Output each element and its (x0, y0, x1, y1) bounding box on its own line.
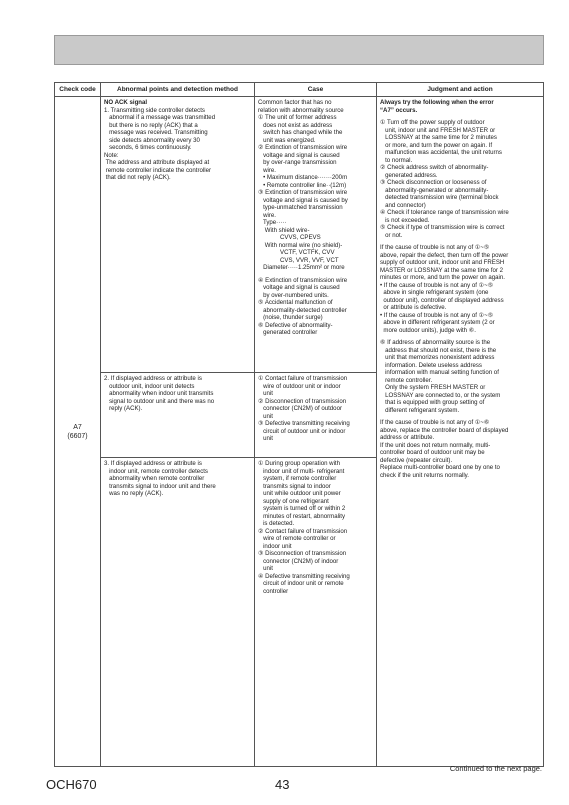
text-line: different refrigerant system. (380, 406, 460, 414)
text-line: remote controller indicate the controller (104, 166, 212, 174)
header-case: Case (255, 83, 377, 97)
text-line: message was received. Transmitting (104, 129, 208, 136)
text-line: system, if remote controller (258, 475, 337, 482)
text-line: defective (repeater circuit). (380, 456, 453, 464)
text-line: supply of outdoor unit, indoor unit and FRESH (380, 259, 505, 266)
text-line: indoor unit of multi- refrigerant (258, 467, 345, 475)
text-line: unit (258, 435, 273, 442)
text-line: ① Turn off the power supply of outdoor (380, 119, 485, 126)
text-line: outdoor unit, indoor unit detects (104, 382, 195, 390)
abnormal-lines-2 (104, 375, 251, 413)
text-line: ④ Check if tolerance range of transmission wire (380, 209, 509, 216)
text-line: circuit of indoor unit or remote (258, 580, 344, 587)
page-number: 43 (275, 777, 290, 792)
text-line: indoor unit (258, 542, 292, 550)
error-table (54, 82, 544, 767)
text-line: above in different refrigerant system (2 or (380, 319, 495, 326)
table-row (55, 97, 544, 373)
text-line: wire of outdoor unit or indoor (258, 382, 341, 390)
text-line: abnormality-generated or abnormality- (380, 186, 489, 194)
judgment-lines (380, 114, 540, 479)
text-line: system is turned off or within 2 (258, 505, 346, 512)
case-lines-1 (258, 99, 373, 337)
text-line: ⑥ Defective of abnormality- (258, 321, 333, 329)
text-line: • If the cause of trouble is not any of ①~⑤ (380, 281, 494, 289)
text-line: Common factor that has no (258, 99, 332, 106)
text-line: • Maximum distance·······200m (258, 174, 348, 181)
text-line: 1. Transmitting side controller detects (104, 106, 205, 114)
abnormal-lines-1 (104, 107, 251, 182)
text-line: that did not reply (ACK). (104, 174, 171, 181)
text-line: 3. If displayed address or attribute is (104, 460, 202, 467)
header-band (54, 35, 544, 65)
text-line: reply (ACK). (104, 405, 143, 412)
text-line: • Remote controller line··(12m) (258, 181, 347, 189)
text-line: controller board of outdoor unit may be (380, 449, 485, 456)
judgment-title (380, 99, 540, 114)
check-code-cell (55, 97, 101, 767)
text-line: by over-range transmission (258, 159, 337, 166)
text-line: connector (CN2M) of outdoor (258, 405, 342, 412)
text-line: voltage and signal is caused (258, 284, 340, 291)
text-line: detected transmission wire (terminal block (380, 194, 499, 201)
text-line: or not. (380, 231, 403, 239)
text-line: unit, indoor unit and FRESH MASTER or (380, 126, 496, 134)
text-line: above, repair the defect, then turn off the power (380, 251, 509, 259)
text-line: or attribute is defective. (380, 304, 447, 311)
text-line: • If the cause of trouble is not any of ①~⑤ (380, 311, 494, 319)
text-line: With shield wire- (258, 226, 310, 234)
text-line: ⑤ Check if type of transmission wire is correct (380, 224, 505, 231)
text-line: Type····· (258, 219, 287, 226)
text-line: LOSSNAY are connected to, or the system (380, 391, 501, 399)
text-line: by over-numbered units. (258, 291, 329, 299)
text-line: seconds, 6 times continuously. (104, 144, 192, 151)
check-code-number: (6607) (67, 432, 88, 440)
text-line: voltage and signal is caused by (258, 196, 348, 204)
text-line: type-unmatched transmission (258, 204, 343, 211)
text-line: If the cause of trouble is not any of ①~⑥ (380, 419, 490, 426)
text-line: circuit of outdoor unit or indoor (258, 427, 346, 435)
text-line: Only the system FRESH MASTER or (380, 384, 486, 391)
text-line: unit that memorizes nonexistent address (380, 354, 495, 361)
text-line: is detected. (258, 520, 295, 527)
text-line: supply of one refrigerant (258, 497, 329, 505)
text-line: If the unit does not return normally, multi- (380, 441, 491, 449)
text-line: ④ Defective transmitting receiving (258, 572, 350, 580)
text-line: malfunction was accidental, the unit returns (380, 149, 502, 156)
case-cell-1 (255, 97, 377, 373)
text-line: ③ Extinction of transmission wire (258, 189, 348, 196)
text-line: ② Contact failure of transmission (258, 527, 348, 535)
header-check-code: Check code (55, 83, 101, 97)
text-line: abnormality when remote controller (104, 475, 205, 482)
text-line: VCTF, VCTFK, CVV (258, 249, 335, 256)
text-line: address that should not exist, there is the (380, 346, 497, 354)
text-line: wire. (258, 211, 276, 219)
text-line: LOSSNAY at the same time for 2 minutes (380, 134, 497, 141)
text-line: “A7” occurs. (380, 106, 418, 114)
header-judgment: Judgment and action (377, 83, 544, 97)
text-line: ② Extinction of transmission wire (258, 144, 348, 151)
text-line: The address and attribute displayed at (104, 159, 210, 166)
table-header-row (55, 83, 544, 97)
text-line: generated address. (380, 171, 438, 179)
text-line: that is equipped with group setting of (380, 399, 485, 406)
text-line: above in single refrigerant system (one (380, 289, 489, 296)
abnormal-lines-3 (104, 460, 251, 498)
text-line: outdoor unit), controller of displayed address (380, 296, 504, 304)
text-line: voltage and signal is caused (258, 151, 340, 159)
text-line: 2. If displayed address or attribute is (104, 375, 202, 382)
check-code: A7 (73, 423, 82, 431)
case-lines-2 (258, 375, 373, 443)
text-line: transmits signal to indoor (258, 482, 331, 490)
text-line: ② Check address switch of abnormality- (380, 164, 489, 171)
text-line: unit (258, 565, 273, 572)
text-line: Replace multi-controller board one by one to (380, 464, 500, 471)
model-code: OCH670 (46, 777, 97, 792)
text-line: abnormality when indoor unit transmits (104, 390, 214, 397)
text-line: relation with abnormality source (258, 106, 344, 114)
case-cell-2 (255, 373, 377, 458)
text-line: transmits signal to indoor unit and there (104, 482, 216, 490)
text-line: unit while outdoor unit power (258, 490, 341, 497)
text-line: signal to outdoor unit and there was no (104, 397, 215, 405)
abnormal-title: NO ACK signal (104, 99, 148, 106)
abnormal-cell-2 (101, 373, 255, 458)
text-line: ③ Defective transmitting receiving (258, 420, 350, 427)
text-line: remote controller. (380, 376, 433, 384)
text-line: above, replace the controller board of displayed (380, 426, 509, 434)
text-line: ① Contact failure of transmission (258, 375, 348, 382)
text-line: address or attribute. (380, 434, 435, 441)
text-line: With normal wire (no shield)- (258, 241, 343, 249)
text-line: unit (258, 390, 273, 397)
text-line: or more, and turn the power on again. If (380, 141, 493, 149)
text-line: CVVS, CPEVS (258, 234, 321, 241)
case-lines-3 (258, 460, 373, 595)
text-line: (noise, thunder surge) (258, 314, 323, 321)
text-line: controller (258, 587, 289, 595)
text-line: was no reply (ACK). (104, 490, 164, 497)
text-line: and connector) (380, 201, 426, 209)
text-line: abnormality-detected controller (258, 306, 347, 314)
text-line: connector (CN2M) of indoor (258, 557, 339, 565)
header-abnormal-points: Abnormal points and detection method (101, 83, 255, 97)
text-line: CVS, VVR, VVF, VCT (258, 256, 339, 264)
text-line: check if the unit returns normally. (380, 471, 469, 479)
text-line: ② Disconnection of transmission (258, 397, 347, 405)
text-line: If the cause of trouble is not any of ①~⑤ (380, 244, 490, 251)
text-line: minutes of restart, abnormality (258, 512, 346, 520)
text-line: ⑤ Accidental malfunction of (258, 299, 333, 306)
text-line: information with manual setting function of (380, 369, 499, 376)
text-line: Note: (104, 151, 119, 159)
text-line: MASTER or LOSSNAY at the same time for 2 (380, 266, 504, 274)
text-line: but there is no reply (ACK) that a (104, 121, 198, 129)
text-line: Always try the following when the error (380, 99, 494, 106)
continued-note: Continued to the next page. (449, 764, 542, 773)
text-line: information. Delete useless address (380, 361, 482, 369)
text-line: ③ Disconnection of transmission (258, 550, 347, 557)
text-line: more outdoor units), judge with ⑥. (380, 326, 476, 334)
abnormal-cell-1 (101, 97, 255, 373)
text-line: generated controller (258, 329, 318, 336)
text-line: ④ Extinction of transmission wire (258, 276, 348, 284)
text-line: abnormal if a message was transmitted (104, 114, 216, 121)
text-line: to normal. (380, 156, 413, 164)
case-cell-3 (255, 458, 377, 767)
text-line: Diameter·····1.25mm² or more (258, 264, 345, 271)
text-line: ① The unit of former address (258, 114, 337, 121)
text-line: is not exceeded. (380, 216, 430, 224)
judgment-cell (377, 97, 544, 767)
text-line: unit was energized. (258, 136, 316, 144)
text-line: does not exist as address (258, 121, 333, 129)
text-line: switch has changed while the (258, 129, 343, 136)
text-line: indoor unit, remote controller detects (104, 467, 208, 475)
text-line: side detects abnormality every 30 (104, 136, 200, 144)
text-line: ⑥ If address of abnormality source is the (380, 339, 491, 346)
abnormal-cell-3 (101, 458, 255, 767)
text-line: wire of remote controller or (258, 535, 336, 542)
text-line: wire. (258, 166, 276, 174)
text-line: unit (258, 412, 273, 420)
text-line: ③ Check disconnection or looseness of (380, 179, 487, 186)
text-line: minutes or more, and turn the power on again. (380, 274, 505, 281)
text-line: ① During group operation with (258, 460, 341, 467)
